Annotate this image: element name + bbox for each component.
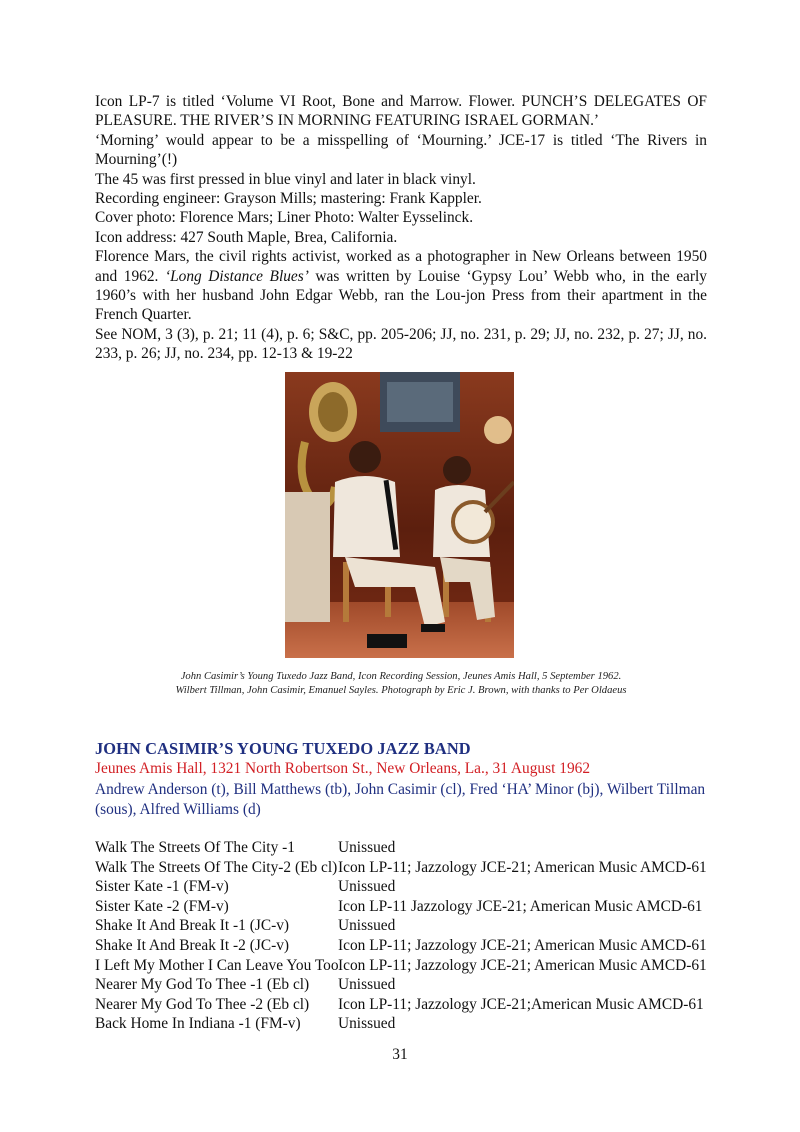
track-title: Sister Kate -2 (FM-v) — [95, 897, 229, 915]
paragraph: Recording engineer: Grayson Mills; mastering: Frank Kappler. — [95, 190, 482, 208]
track-issue: Unissued — [338, 917, 396, 935]
track-row — [95, 956, 735, 976]
track-issue: Unissued — [338, 976, 396, 994]
session-info: Jeunes Amis Hall, 1321 North Robertson St., New Orleans, La., 31 August 1962 — [95, 760, 591, 777]
track-row — [95, 838, 735, 858]
song-title: ‘Long Distance Blues’ — [164, 267, 309, 285]
photo-caption — [95, 670, 707, 698]
track-title: Back Home In Indiana -1 (FM-v) — [95, 1015, 301, 1033]
paragraph-text: was written by Louise ‘Gypsy Lou’ Webb who, in the early 1960’s with her husband John Edgar Webb, ran the Lou-jon Press from their apartment in the French Quarter. — [95, 267, 707, 324]
band-title: JOHN CASIMIR’S YOUNG TUXEDO JAZZ BAND — [95, 739, 471, 758]
track-list — [95, 838, 735, 1034]
track-row — [95, 975, 735, 995]
track-issue: Unissued — [338, 839, 396, 856]
track-row — [95, 916, 735, 936]
paragraph: Cover photo: Florence Mars; Liner Photo: Walter Eysselinck. — [95, 209, 474, 227]
caption-line: John Casimir’s Young Tuxedo Jazz Band, Icon Recording Session, Jeunes Amis Hall, 5 September 1962. — [180, 671, 622, 682]
track-title: Nearer My God To Thee -1 (Eb cl) — [95, 976, 310, 994]
track-title: Nearer My God To Thee -2 (Eb cl) — [95, 995, 310, 1013]
track-title: Shake It And Break It -1 (JC-v) — [95, 917, 290, 935]
track-title: Walk The Streets Of The City-2 (Eb cl) — [95, 858, 338, 876]
track-row — [95, 877, 735, 897]
track-row — [95, 1014, 735, 1034]
page-number: 31 — [392, 1046, 408, 1063]
track-issue: Icon LP-11; Jazzology JCE-21; American Music AMCD-61 — [338, 956, 707, 974]
paragraph-text: Florence Mars, the civil rights activist, worked as a photographer in New Orleans between 1950 and 1962. — [95, 248, 707, 285]
band-photograph — [285, 372, 514, 658]
track-row — [95, 995, 735, 1015]
track-title: Shake It And Break It -2 (JC-v) — [95, 936, 290, 954]
caption-line: Wilbert Tillman, John Casimir, Emanuel Sayles. Photograph by Eric J. Brown, with thanks to Per Oldaeus — [175, 685, 627, 696]
paragraph: Icon LP-7 is titled ‘Volume VI Root, Bone and Marrow. Flower. PUNCH’S DELEGATES OF PLEASURE. THE RIVER’S IN MORNING FEATURING ISRAEL GORMAN.’ — [95, 93, 707, 130]
track-row — [95, 897, 735, 917]
track-title: I Left My Mother I Can Leave You Too — [95, 956, 339, 974]
track-issue: Icon LP-11; Jazzology JCE-21; American Music AMCD-61 — [338, 858, 707, 876]
track-issue: Unissued — [338, 878, 396, 896]
paragraph: The 45 was first pressed in blue vinyl and later in black vinyl. — [95, 170, 476, 188]
photo-illustration — [285, 372, 514, 658]
paragraph: ‘Morning’ would appear to be a misspelling of ‘Mourning.’ JCE-17 is titled ‘The Rivers in Mourning’(!) — [95, 131, 707, 169]
personnel: Andrew Anderson (t), Bill Matthews (tb), John Casimir (cl), Fred ‘HA’ Minor (bj), Wilbert Tillman (sous), Alfred Williams (d) — [95, 781, 706, 818]
mars-paragraph — [95, 247, 707, 325]
track-issue: Icon LP-11 Jazzology JCE-21; American Music AMCD-61 — [338, 897, 703, 915]
track-row — [95, 936, 735, 956]
track-issue: Unissued — [338, 1015, 396, 1033]
references: See NOM, 3 (3), p. 21; 11 (4), p. 6; S&C, pp. 205-206; JJ, no. 231, p. 29; JJ, no. 232, p. 27; JJ, no. 233, p. 26; JJ, no. 234, pp. 12-13 & 19-22 — [95, 325, 707, 363]
paragraph: Icon address: 427 South Maple, Brea, California. — [95, 228, 398, 246]
track-title: Sister Kate -1 (FM-v) — [95, 878, 229, 896]
track-row — [95, 858, 735, 878]
track-issue: Icon LP-11; Jazzology JCE-21;American Music AMCD-61 — [338, 995, 704, 1013]
body-text — [95, 92, 707, 364]
track-issue: Icon LP-11; Jazzology JCE-21; American Music AMCD-61 — [338, 936, 707, 954]
track-title: Walk The Streets Of The City -1 — [95, 839, 295, 856]
